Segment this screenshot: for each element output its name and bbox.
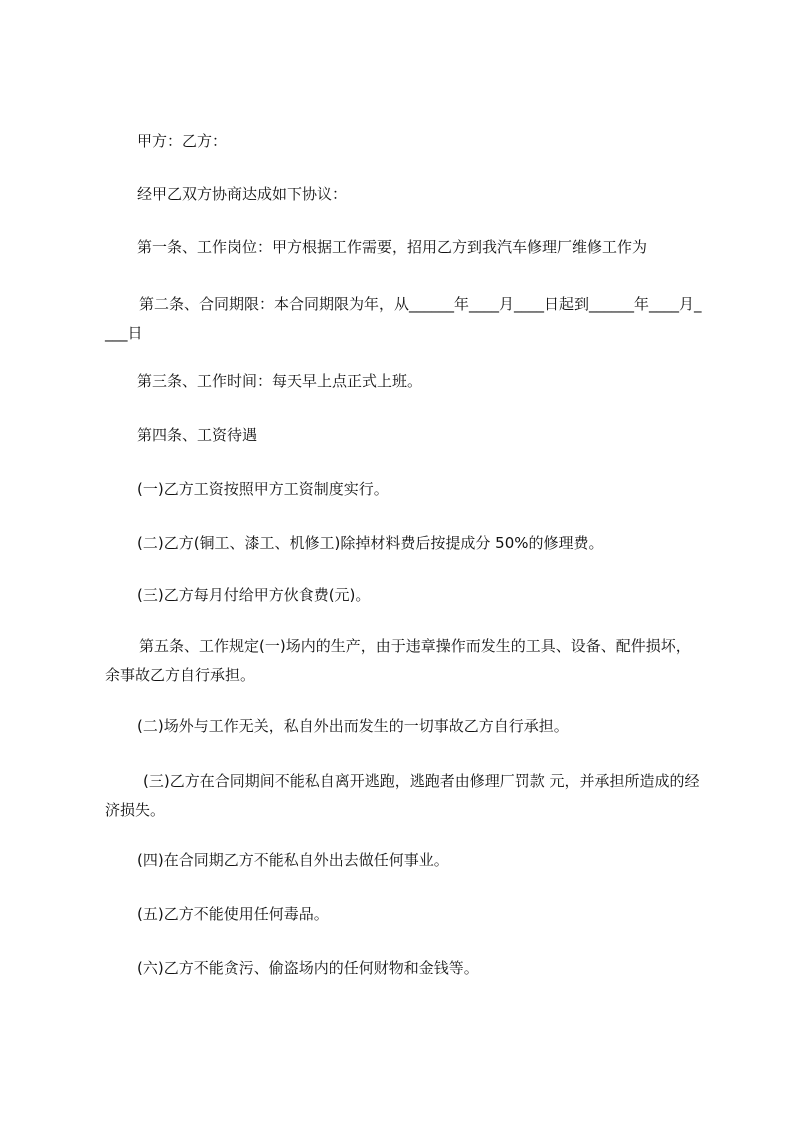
agreement-intro: 经甲乙双方协商达成如下协议： bbox=[137, 185, 348, 203]
wage-item-3: (三)乙方每月付给甲方伙食费(元)。 bbox=[137, 586, 371, 604]
rule-item-2: (二)场外与工作无关，私自外出而发生的一切事故乙方自行承担。 bbox=[137, 717, 569, 735]
article-4-wages: 第四条、工资待遇 bbox=[137, 426, 258, 444]
article-5-rules: 第五条、工作规定(一)场内的生产，由于违章操作而发生的工具、设备、配件损坏，余事故乙方自行承担。 bbox=[105, 637, 691, 684]
article-1-position: 第一条、工作岗位：甲方根据工作需要，招用乙方到我汽车修理厂维修工作为 bbox=[137, 238, 648, 256]
article-3-hours: 第三条、工作时间：每天早上点正式上班。 bbox=[137, 372, 423, 390]
article-2-term: 第二条、合同期限：本合同期限为年，从______年____月____日起到______年____月____日 bbox=[105, 295, 702, 342]
party-line: 甲方：乙方： bbox=[137, 132, 228, 150]
wage-item-2: (二)乙方(铜工、漆工、机修工)除掉材料费后按提成分 50%的修理费。 bbox=[137, 534, 604, 552]
rule-item-3: (三)乙方在合同期间不能私自离开逃跑，逃跑者由修理厂罚款 元，并承担所造成的经济损失。 bbox=[105, 772, 700, 819]
rule-item-6: (六)乙方不能贪污、偷盗场内的任何财物和金钱等。 bbox=[137, 959, 479, 977]
wage-item-1: (一)乙方工资按照甲方工资制度实行。 bbox=[137, 480, 389, 498]
rule-item-4: (四)在合同期乙方不能私自外出去做任何事业。 bbox=[137, 851, 449, 869]
rule-item-5: (五)乙方不能使用任何毒品。 bbox=[137, 905, 329, 923]
